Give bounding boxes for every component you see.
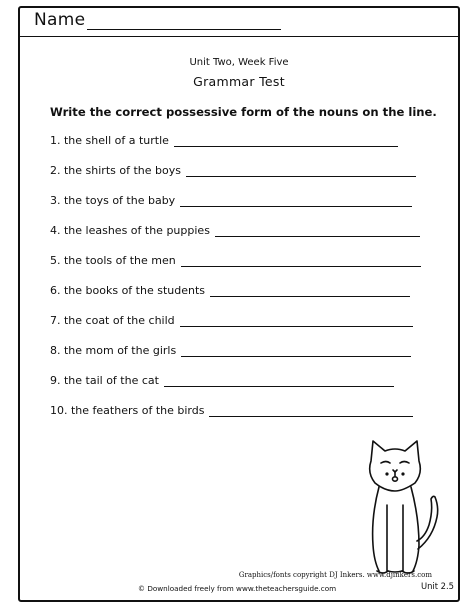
- name-label: Name: [34, 10, 86, 30]
- answer-line-10[interactable]: [209, 406, 413, 417]
- answer-line-8[interactable]: [181, 346, 411, 357]
- question-text: 7. the coat of the child: [50, 314, 175, 327]
- question-text: 4. the leashes of the puppies: [50, 224, 210, 237]
- question-6: [50, 284, 410, 297]
- header-divider: [20, 36, 458, 37]
- answer-line-1[interactable]: [174, 136, 398, 147]
- answer-line-4[interactable]: [215, 226, 420, 237]
- question-4: [50, 224, 420, 237]
- footer-download-notice: © Downloaded freely from www.theteachersguide.com: [137, 584, 337, 593]
- question-text: 9. the tail of the cat: [50, 374, 159, 387]
- answer-line-6[interactable]: [210, 286, 410, 297]
- answer-line-5[interactable]: [181, 256, 421, 267]
- footer-unit-code: Unit 2.5: [420, 581, 454, 591]
- name-row: [34, 10, 281, 30]
- answer-line-9[interactable]: [164, 376, 394, 387]
- question-3: [50, 194, 412, 207]
- question-8: [50, 344, 411, 357]
- question-text: 5. the tools of the men: [50, 254, 176, 267]
- question-text: 6. the books of the students: [50, 284, 206, 297]
- unit-week-label: Unit Two, Week Five: [189, 57, 289, 68]
- cat-drawing-icon: [357, 437, 443, 583]
- question-7: [50, 314, 413, 327]
- question-text: 3. the toys of the baby: [50, 194, 176, 207]
- footer-copyright: Graphics/fonts copyright DJ Inkers. www.djinkers.com: [238, 571, 432, 579]
- answer-line-3[interactable]: [180, 196, 412, 207]
- question-10: [50, 404, 413, 417]
- question-1: [50, 134, 398, 147]
- question-2: [50, 164, 416, 177]
- question-5: [50, 254, 421, 267]
- instructions: Write the correct possessive form of the nouns on the line.: [50, 105, 437, 119]
- question-text: 2. the shirts of the boys: [50, 164, 181, 177]
- question-9: [50, 374, 394, 387]
- question-text: 1. the shell of a turtle: [50, 134, 169, 147]
- answer-line-7[interactable]: [180, 316, 413, 327]
- question-text: 10. the feathers of the birds: [50, 404, 205, 417]
- page-title: Grammar Test: [193, 74, 285, 89]
- question-text: 8. the mom of the girls: [50, 344, 177, 357]
- answer-line-2[interactable]: [186, 166, 416, 177]
- name-field-line[interactable]: [87, 11, 281, 30]
